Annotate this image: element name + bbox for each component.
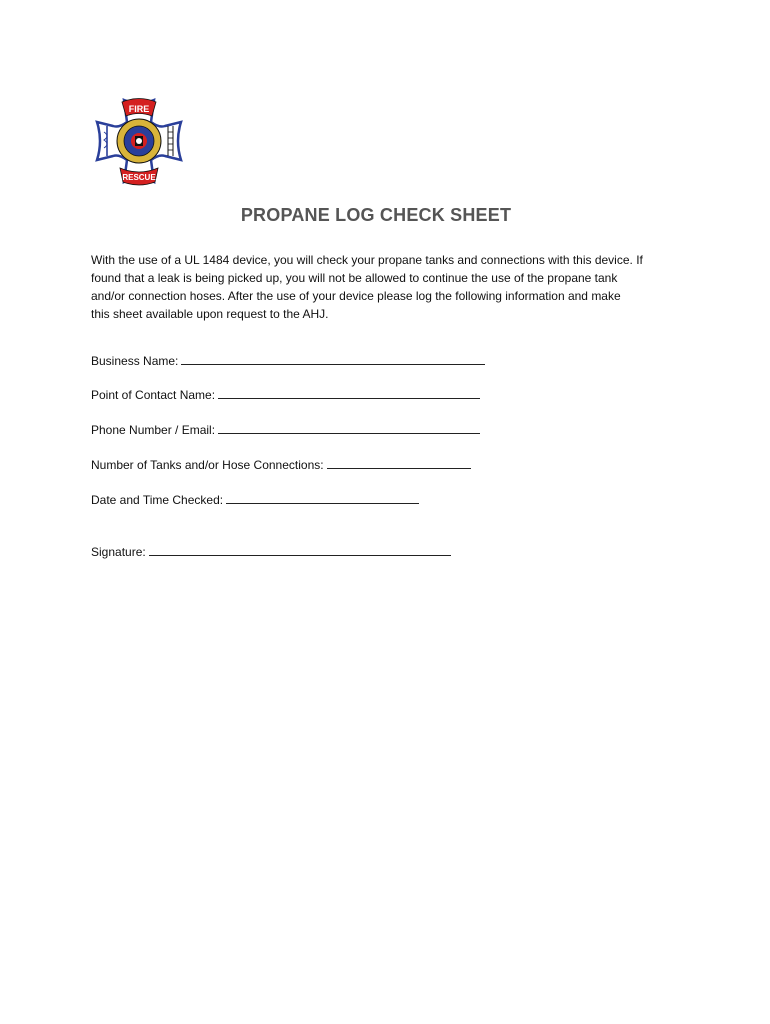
point-of-contact-field: [91, 387, 480, 403]
date-time-field: [91, 492, 419, 508]
business-name-blank[interactable]: [181, 353, 485, 365]
fire-rescue-logo: [89, 92, 189, 190]
signature-blank[interactable]: [149, 544, 451, 556]
svg-text:RESCUE: RESCUE: [122, 173, 156, 182]
business-name-field: [91, 353, 485, 369]
tanks-hoses-field: [91, 457, 471, 473]
phone-email-label: Phone Number / Email:: [91, 423, 216, 437]
tanks-hoses-label: Number of Tanks and/or Hose Connections:: [91, 458, 324, 472]
page-title: PROPANE LOG CHECK SHEET: [240, 205, 512, 225]
date-time-blank[interactable]: [226, 492, 419, 504]
date-time-label: Date and Time Checked:: [91, 493, 224, 507]
phone-email-field: [91, 422, 480, 438]
intro-line: With the use of a UL 1484 device, you will check your propane tanks and connections with this device. If: [91, 253, 643, 267]
point-of-contact-label: Point of Contact Name:: [91, 388, 216, 402]
phone-email-blank[interactable]: [218, 422, 480, 434]
svg-text:FIRE: FIRE: [128, 104, 150, 114]
intro-line: and/or connection hoses. After the use of your device please log the following information and make: [91, 289, 621, 303]
tanks-hoses-blank[interactable]: [327, 457, 471, 469]
intro-line: found that a leak is being picked up, you will not be allowed to continue the use of the propane tank: [91, 271, 618, 285]
signature-label: Signature:: [91, 545, 146, 559]
signature-field: [91, 544, 451, 560]
business-name-label: Business Name:: [91, 354, 179, 368]
intro-line: this sheet available upon request to the AHJ.: [91, 307, 329, 321]
intro-paragraph: [91, 251, 691, 323]
point-of-contact-blank[interactable]: [218, 387, 480, 399]
